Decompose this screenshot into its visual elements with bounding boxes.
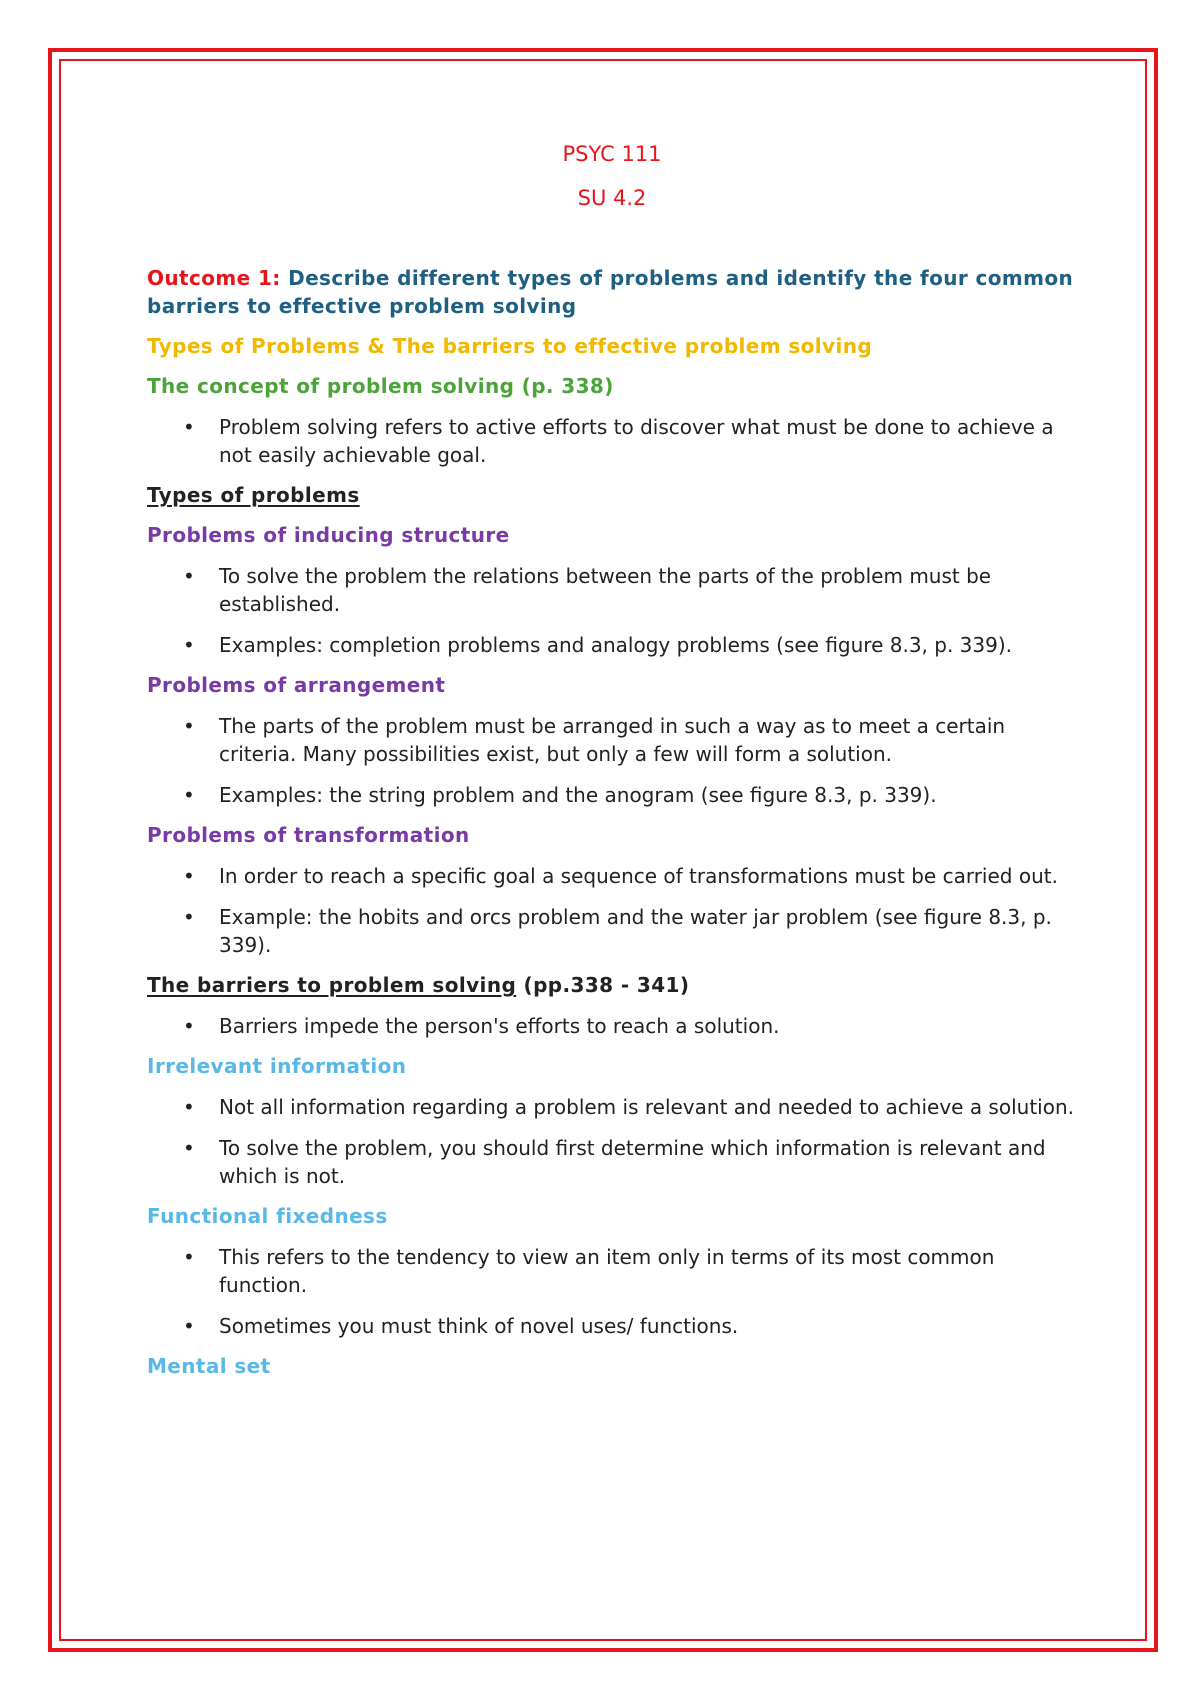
list-item: • Barriers impede the person's efforts to reach a solution. xyxy=(147,1012,1077,1040)
list-item: • Example: the hobits and orcs problem and the water jar problem (see figure 8.3, p. 339). xyxy=(147,903,1077,959)
unit-code: SU 4.2 xyxy=(577,186,647,210)
course-code: PSYC 111 xyxy=(562,142,662,166)
list-item: • Not all information regarding a problem is relevant and needed to achieve a solution. xyxy=(147,1093,1077,1121)
list-item: • To solve the problem the relations between the parts of the problem must be established. xyxy=(147,562,1077,618)
barriers-list xyxy=(147,1012,1077,1040)
document-body xyxy=(147,140,1077,1380)
barriers-pages: (pp.338 - 341) xyxy=(516,973,690,997)
list-item: • Examples: the string problem and the anogram (see figure 8.3, p. 339). xyxy=(147,781,1077,809)
list-item: • To solve the problem, you should first determine which information is relevant and which is not. xyxy=(147,1134,1077,1190)
transformation-heading: Problems of transformation xyxy=(147,823,470,847)
transformation-list xyxy=(147,862,1077,959)
fixedness-heading: Functional fixedness xyxy=(147,1204,388,1228)
list-item: • Sometimes you must think of novel uses/ functions. xyxy=(147,1312,1077,1340)
outcome-label: Outcome 1: xyxy=(147,266,281,290)
mental-set-heading: Mental set xyxy=(147,1354,271,1378)
barriers-heading xyxy=(147,971,1077,999)
list-item: • This refers to the tendency to view an item only in terms of its most common function. xyxy=(147,1243,1077,1299)
arrangement-heading: Problems of arrangement xyxy=(147,673,446,697)
irrelevant-heading: Irrelevant information xyxy=(147,1054,407,1078)
arrangement-list xyxy=(147,712,1077,809)
irrelevant-list xyxy=(147,1093,1077,1190)
section-title: Types of Problems & The barriers to effective problem solving xyxy=(147,334,873,358)
concept-list xyxy=(147,413,1077,469)
fixedness-list xyxy=(147,1243,1077,1340)
barriers-heading-text: The barriers to problem solving xyxy=(147,973,517,997)
list-item: • In order to reach a specific goal a sequence of transformations must be carried out. xyxy=(147,862,1077,890)
list-item: • The parts of the problem must be arranged in such a way as to meet a certain criteria. Many possibilities exist, but only a few will form a solution. xyxy=(147,712,1077,768)
inducing-heading: Problems of inducing structure xyxy=(147,523,510,547)
outcome-statement xyxy=(147,264,1077,320)
types-heading: Types of problems xyxy=(147,483,360,507)
inducing-list xyxy=(147,562,1077,659)
outcome-text: Describe different types of problems and identify the four common barriers to effective problem solving xyxy=(147,266,1074,318)
list-item: • Problem solving refers to active efforts to discover what must be done to achieve a not easily achievable goal. xyxy=(147,413,1077,469)
concept-heading: The concept of problem solving (p. 338) xyxy=(147,374,614,398)
list-item: • Examples: completion problems and analogy problems (see figure 8.3, p. 339). xyxy=(147,631,1077,659)
